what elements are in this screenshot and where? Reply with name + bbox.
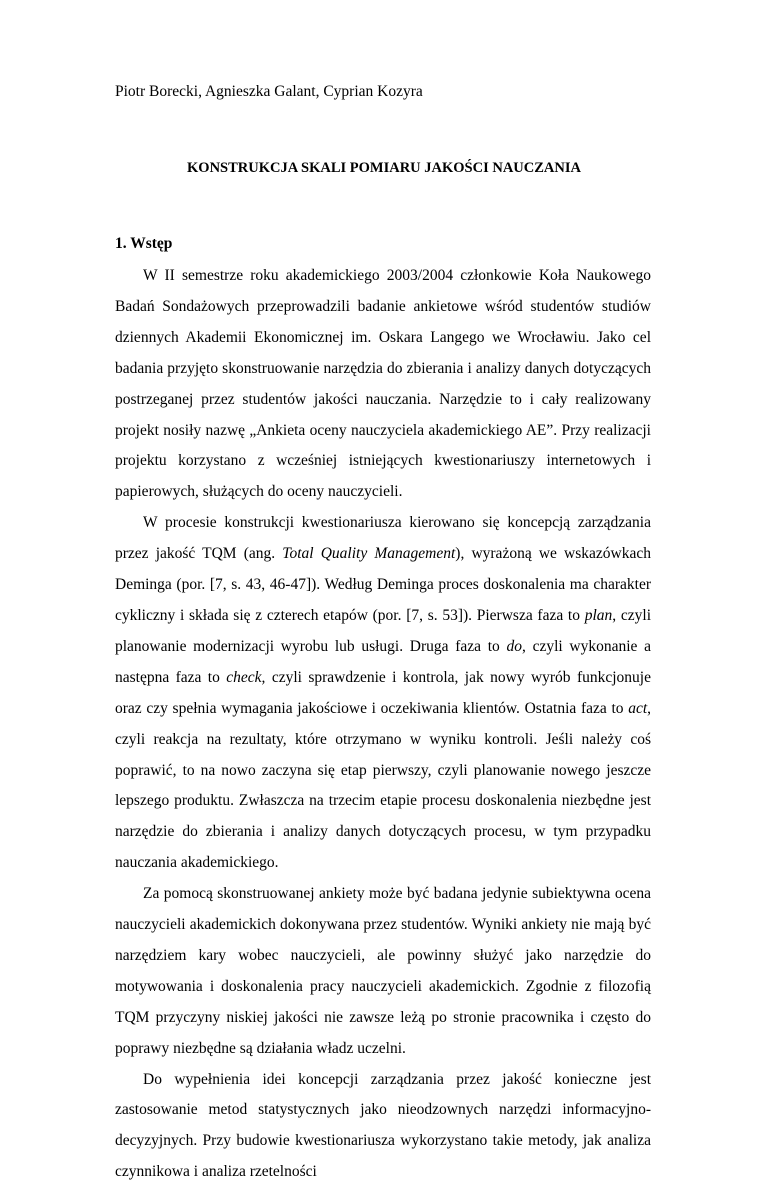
- paragraph-2-emphasis: Total Quality Management: [282, 545, 456, 563]
- paragraph-1: W II semestrze roku akademickiego 2003/2004 członkowie Koła Naukowego Badań Sondażowych przeprowadzili badanie ankietowe wśród studentów studiów dziennych Akademii Ekonomicznej im. Oskara Langego we Wrocławiu. Jako cel badania przyjęto skonstruowanie narzędzia do zbierania i analizy danych dotyczących postrzeganej przez studentów jakości nauczania. Narzędzie to i cały realizowany projekt nosiły nazwę „Ankieta oceny nauczyciela akademickiego AE”. Przy realizacji projektu korzystano z wcześniej istniejących kwestionariuszy internetowych i papierowych, służących do oceny nauczycieli.: [115, 267, 651, 501]
- paragraph-2: [115, 508, 651, 879]
- paragraph-2-text: , czyli planowanie modernizacji wyrobu lub usługi. Druga faza to: [115, 606, 651, 655]
- paragraph-2-text: , czyli reakcja na rezultaty, które otrzymano w wyniku kontroli. Jeśli należy coś poprawić, to na nowo zaczyna się etap pierwszy, czyli planowanie nowego jeszcze lepszego produktu. Zwłaszcza na trzecim etapie procesu doskonalenia niezbędne jest narzędzie do zbierania i analizy danych dotyczących procesu, w tym przypadku nauczania akademickiego.: [115, 699, 651, 872]
- paragraph-2-emphasis: check,: [226, 668, 266, 686]
- paragraph-4: Do wypełnienia idei koncepcji zarządzania przez jakość konieczne jest zastosowanie metod statystycznych jako nieodzownych narzędzi informacyjno-decyzyjnych. Przy budowie kwestionariusza wykorzystano takie metody, jak analiza czynnikowa i analiza rzetelności: [115, 1070, 651, 1181]
- paragraph-2-text: ), wyrażoną we wskazówkach Deminga (por. [7, s. 43, 46-47]). Według Deminga proces doskonalenia ma charakter cykliczny i składa się z czterech etapów (por. [7, s. 53]). Pierwsza faza to: [115, 545, 651, 624]
- authors-line: Piotr Borecki, Agnieszka Galant, Cyprian Kozyra: [115, 83, 423, 100]
- paragraph-2-text: , czyli wykonanie a następna faza to: [115, 637, 651, 686]
- paragraph-2-text: czyli sprawdzenie i kontrola, jak nowy wyrób funkcjonuje oraz czy spełnia wymagania jakościowe i oczekiwania klientów. Ostatnia faza to: [115, 668, 651, 717]
- paragraph-2-text: W procesie konstrukcji kwestionariusza kierowano się koncepcją zarządzania przez jakość TQM (ang.: [115, 514, 651, 563]
- document-title: KONSTRUKCJA SKALI POMIARU JAKOŚCI NAUCZANIA: [187, 160, 581, 176]
- paragraph-2-emphasis: act: [628, 699, 648, 717]
- paragraph-2-emphasis: do: [506, 637, 522, 655]
- section-heading: 1. Wstęp: [115, 235, 173, 252]
- paragraph-3: Za pomocą skonstruowanej ankiety może być badana jedynie subiektywna ocena nauczycieli akademickich dokonywana przez studentów. Wyniki ankiety nie mają być narzędziem kary wobec nauczycieli, ale powinny służyć jako narzędzie do motywowania i doskonalenia pracy nauczycieli akademickich. Zgodnie z filozofią TQM przyczyny niskiej jakości nie zawsze leżą po stronie pracownika i często do poprawy niezbędne są działania władz uczelni.: [115, 885, 651, 1057]
- paragraph-2-emphasis: plan: [584, 606, 613, 624]
- body-text: [115, 261, 651, 1188]
